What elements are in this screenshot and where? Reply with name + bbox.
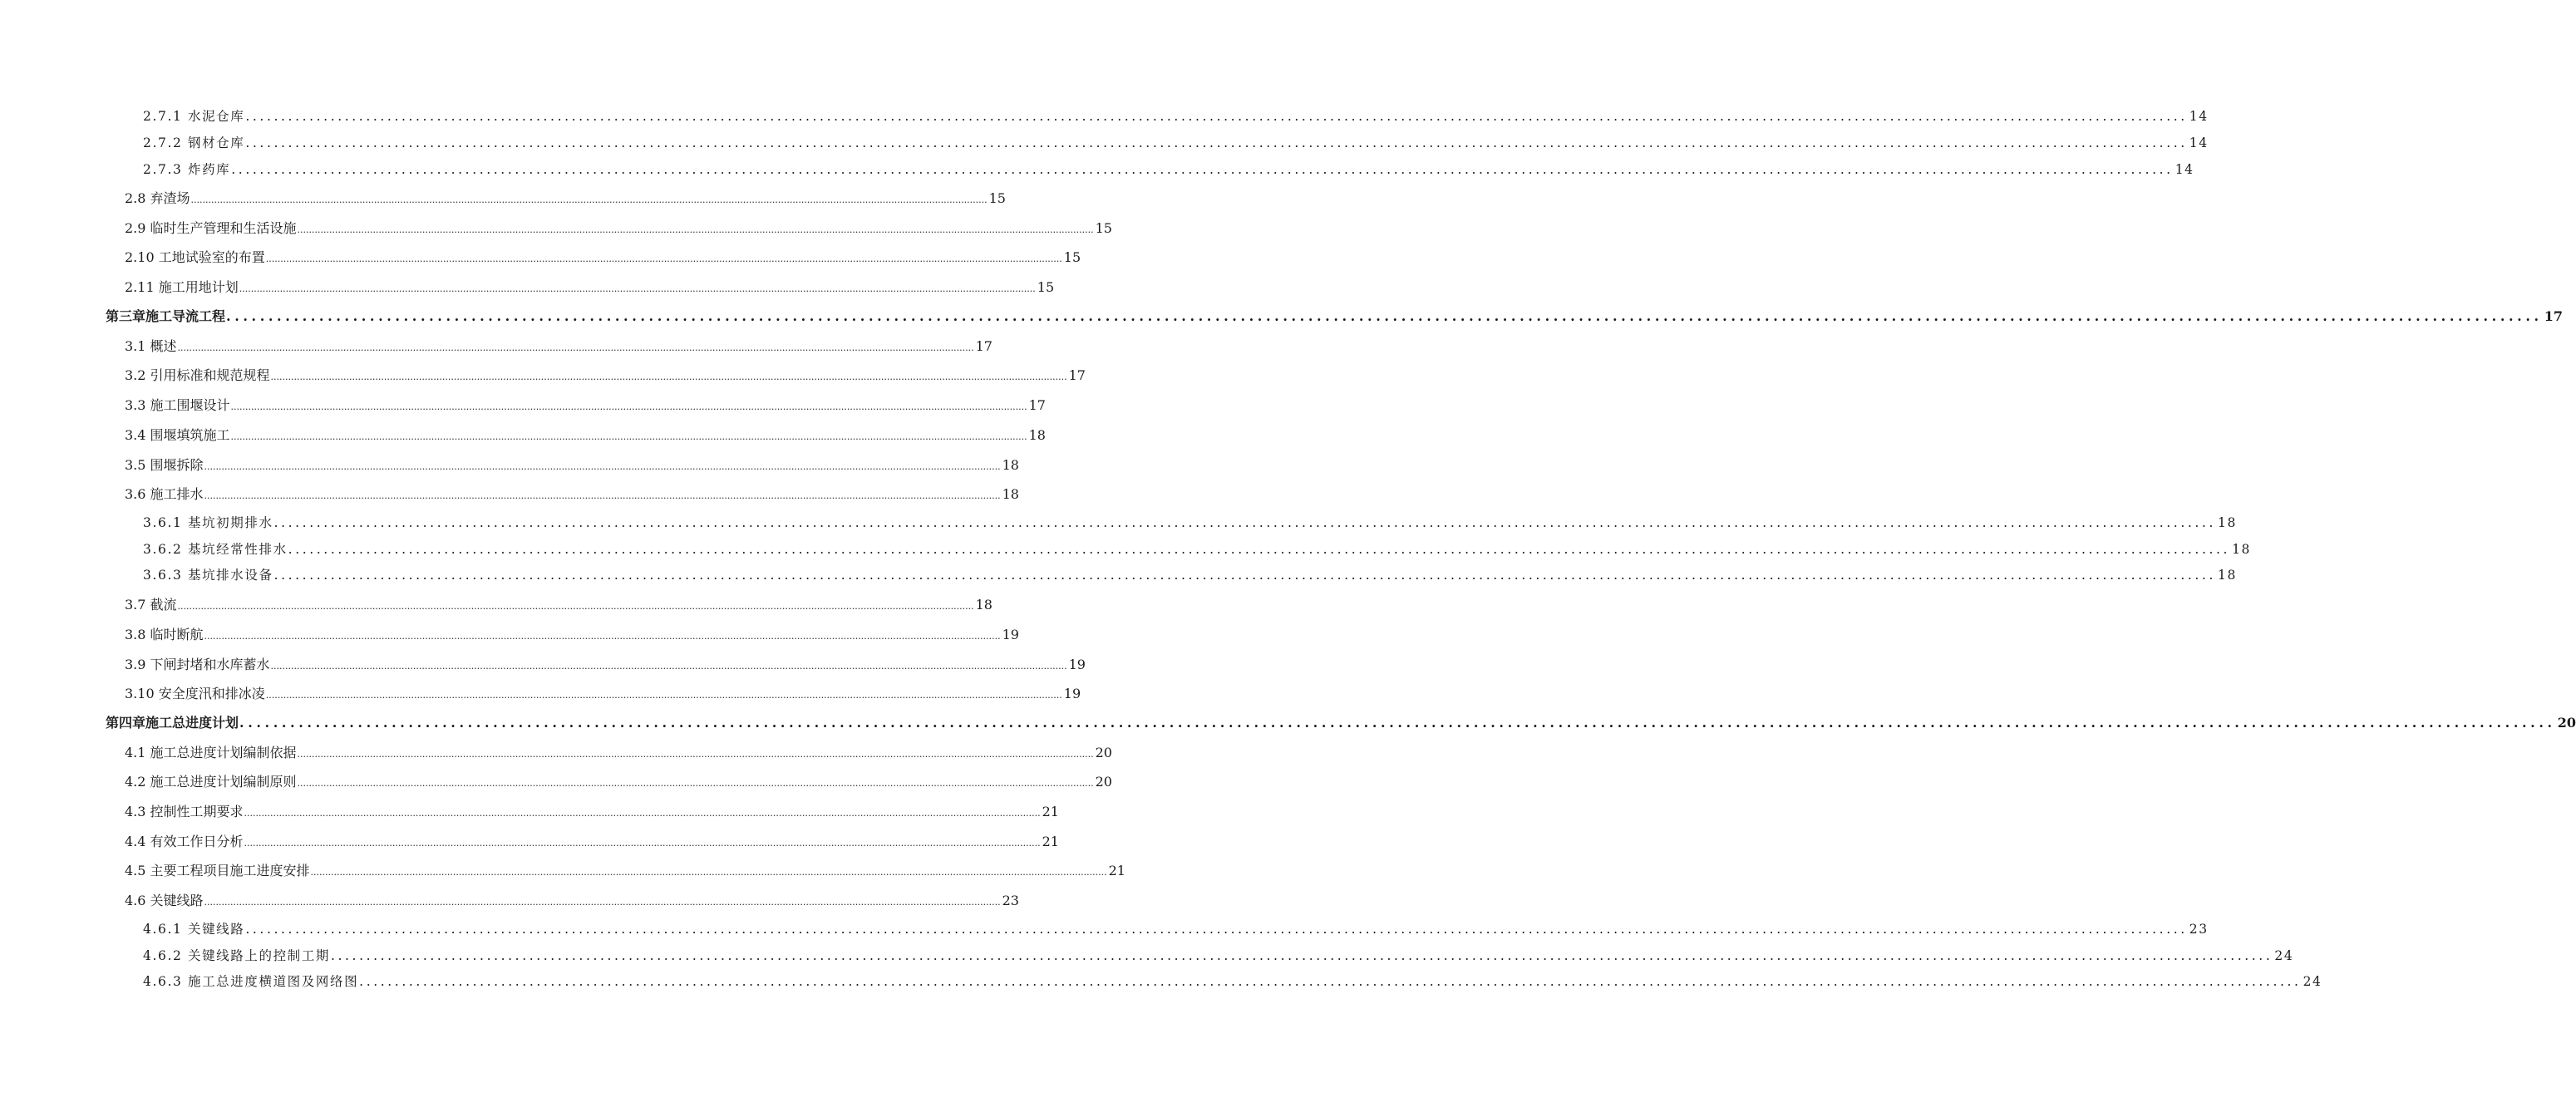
toc-leader: .................................................................................................................................................................................................................................................................................. bbox=[245, 109, 2188, 124]
toc-entry[interactable] bbox=[125, 831, 1059, 850]
toc-chapter-title: 施工导流工程 bbox=[145, 308, 226, 324]
toc-leader: .................................................................................................................................................................................................................................................................................. bbox=[270, 661, 1067, 672]
toc-page-number: 19 bbox=[1002, 627, 1019, 642]
toc-page-number: 21 bbox=[1108, 863, 1125, 878]
toc-entry-title: 3.2 引用标准和规范规程 bbox=[125, 367, 270, 383]
toc-entry[interactable] bbox=[125, 683, 1081, 702]
toc-entry-title: 2.7.1 水泥仓库 bbox=[143, 109, 245, 124]
toc-leader: .................................................................................................................................................................................................................................................................................. bbox=[244, 838, 1041, 849]
toc-entry-title: 3.6.2 基坑经常性排水 bbox=[143, 542, 288, 557]
toc-entry-title: 4.1 施工总进度计划编制依据 bbox=[125, 745, 297, 760]
toc-entry-title: 4.3 控制性工期要求 bbox=[125, 804, 244, 819]
toc-chapter-label: 第三章 bbox=[106, 308, 146, 324]
toc-entry[interactable] bbox=[143, 946, 2294, 964]
toc-entry[interactable] bbox=[143, 919, 2209, 937]
toc-leader: .................................................................................................................................................................................................................................................................................. bbox=[204, 461, 1001, 472]
toc-chapter-entry[interactable] bbox=[106, 712, 2576, 731]
toc-leader: .................................................................................................................................................................................................................................................................................. bbox=[310, 867, 1107, 878]
toc-chapter-entry[interactable] bbox=[106, 306, 2563, 325]
toc-page-number: 18 bbox=[1002, 457, 1019, 473]
toc-page-number: 17 bbox=[1068, 367, 1086, 383]
toc-page-number: 15 bbox=[988, 190, 1006, 206]
toc-page-number: 18 bbox=[1002, 486, 1019, 502]
toc-leader: .................................................................................................................................................................................................................................................................................. bbox=[204, 897, 1001, 908]
toc-entry[interactable] bbox=[143, 539, 2252, 558]
toc-page-number: 15 bbox=[1037, 279, 1055, 295]
toc-entry[interactable] bbox=[125, 365, 1086, 384]
toc-entry[interactable] bbox=[125, 742, 1112, 761]
toc-entry[interactable] bbox=[125, 395, 1046, 414]
toc-leader: .................................................................................................................................................................................................................................................................................. bbox=[330, 948, 2273, 963]
toc-page-number: 14 bbox=[2189, 135, 2209, 150]
toc-entry-title: 4.4 有效工作日分析 bbox=[125, 834, 244, 849]
toc-leader: .................................................................................................................................................................................................................................................................................. bbox=[230, 431, 1027, 442]
toc-page-number: 21 bbox=[1042, 804, 1059, 819]
toc-page-number: 19 bbox=[1068, 657, 1086, 672]
toc-leader: .................................................................................................................................................................................................................................................................................. bbox=[239, 715, 2556, 731]
toc-entry[interactable] bbox=[125, 277, 1055, 296]
toc-entry[interactable] bbox=[125, 188, 1006, 207]
toc-page-number: 23 bbox=[1002, 893, 1019, 908]
toc-leader: .................................................................................................................................................................................................................................................................................. bbox=[239, 283, 1036, 294]
toc-entry[interactable] bbox=[143, 106, 2209, 125]
toc-entry-title: 3.8 临时断航 bbox=[125, 627, 204, 642]
toc-leader: .................................................................................................................................................................................................................................................................................. bbox=[265, 253, 1062, 264]
toc-entry[interactable] bbox=[125, 654, 1086, 673]
toc-page-number: 19 bbox=[1063, 686, 1081, 701]
toc-entry[interactable] bbox=[125, 890, 1019, 909]
toc-entry-title: 4.5 主要工程项目施工进度安排 bbox=[125, 863, 310, 878]
toc-entry[interactable] bbox=[143, 160, 2194, 178]
toc-leader: .................................................................................................................................................................................................................................................................................. bbox=[231, 162, 2174, 177]
toc-entry[interactable] bbox=[125, 247, 1081, 266]
toc-page-number: 18 bbox=[975, 597, 992, 613]
toc-entry[interactable] bbox=[143, 513, 2237, 531]
toc-leader: .................................................................................................................................................................................................................................................................................. bbox=[273, 515, 2216, 530]
toc-page-number: 18 bbox=[1028, 427, 1046, 443]
toc-entry[interactable] bbox=[125, 336, 992, 355]
toc-leader: .................................................................................................................................................................................................................................................................................. bbox=[270, 372, 1067, 382]
toc-page-number: 18 bbox=[2232, 542, 2252, 557]
toc-entry-title: 3.5 围堰拆除 bbox=[125, 457, 204, 473]
toc-page-number: 20 bbox=[1095, 745, 1112, 760]
toc-page-number: 17 bbox=[975, 338, 992, 354]
toc-entry-title: 3.4 围堰填筑施工 bbox=[125, 427, 230, 443]
toc-leader: .................................................................................................................................................................................................................................................................................. bbox=[265, 690, 1062, 701]
toc-page-number: 14 bbox=[2189, 109, 2209, 124]
toc-chapter-label: 第四章 bbox=[106, 715, 146, 731]
toc-leader: .................................................................................................................................................................................................................................................................................. bbox=[226, 308, 2543, 324]
toc-page-number: 17 bbox=[1028, 397, 1046, 413]
toc-leader: .................................................................................................................................................................................................................................................................................. bbox=[177, 342, 974, 353]
toc-leader: .................................................................................................................................................................................................................................................................................. bbox=[297, 778, 1094, 789]
toc-page-number: 20 bbox=[2557, 715, 2576, 731]
toc-entry-title: 3.7 截流 bbox=[125, 597, 177, 613]
toc-entry-title: 4.6.1 关键线路 bbox=[143, 922, 245, 937]
toc-page-number: 21 bbox=[1042, 834, 1059, 849]
toc-entry[interactable] bbox=[125, 218, 1112, 237]
toc-leader: .................................................................................................................................................................................................................................................................................. bbox=[204, 631, 1001, 642]
toc-leader: .................................................................................................................................................................................................................................................................................. bbox=[297, 224, 1094, 235]
toc-entry-title: 3.6.1 基坑初期排水 bbox=[143, 515, 273, 530]
toc-leader: .................................................................................................................................................................................................................................................................................. bbox=[273, 568, 2216, 583]
toc-entry-title: 3.10 安全度汛和排冰凌 bbox=[125, 686, 265, 701]
toc-page-number: 23 bbox=[2189, 922, 2209, 937]
toc-entry[interactable] bbox=[125, 624, 1019, 643]
toc-chapter-title: 施工总进度计划 bbox=[145, 715, 239, 731]
toc-leader: .................................................................................................................................................................................................................................................................................. bbox=[297, 749, 1094, 760]
toc-leader: .................................................................................................................................................................................................................................................................................. bbox=[245, 922, 2188, 937]
toc-page-number: 24 bbox=[2274, 948, 2294, 963]
toc-entry[interactable] bbox=[143, 972, 2322, 990]
toc-leader: .................................................................................................................................................................................................................................................................................. bbox=[190, 194, 988, 205]
toc-page-number: 24 bbox=[2303, 974, 2322, 989]
toc-page-number: 15 bbox=[1095, 220, 1112, 236]
toc-page-number: 20 bbox=[1095, 774, 1112, 790]
toc-entry[interactable] bbox=[143, 133, 2209, 151]
toc-entry[interactable] bbox=[125, 455, 1019, 474]
toc-entry-title: 4.6.2 关键线路上的控制工期 bbox=[143, 948, 330, 963]
toc-leader: .................................................................................................................................................................................................................................................................................. bbox=[288, 542, 2231, 557]
toc-entry[interactable] bbox=[125, 801, 1059, 820]
toc-page-number: 15 bbox=[1063, 249, 1081, 265]
toc-entry-title: 3.9 下闸封堵和水库蓄水 bbox=[125, 657, 270, 672]
toc-leader: .................................................................................................................................................................................................................................................................................. bbox=[359, 974, 2302, 989]
toc-entry-title: 3.1 概述 bbox=[125, 338, 177, 354]
toc-entry[interactable] bbox=[125, 594, 992, 613]
toc-entry[interactable] bbox=[125, 860, 1125, 879]
toc-entry-title: 4.2 施工总进度计划编制原则 bbox=[125, 774, 297, 790]
toc-page-number: 17 bbox=[2544, 308, 2563, 324]
toc-page-number: 18 bbox=[2217, 568, 2237, 583]
toc-leader: .................................................................................................................................................................................................................................................................................. bbox=[204, 490, 1001, 501]
toc-entry-title: 4.6.3 施工总进度横道图及网络图 bbox=[143, 974, 359, 989]
toc-page-number: 14 bbox=[2175, 162, 2194, 177]
toc-entry-title: 2.11 施工用地计划 bbox=[125, 279, 239, 295]
toc-entry-title: 2.7.2 钢材仓库 bbox=[143, 135, 245, 150]
toc-page-number: 18 bbox=[2217, 515, 2237, 530]
toc-entry-title: 2.9 临时生产管理和生活设施 bbox=[125, 220, 297, 236]
toc-entry-title: 3.3 施工围堰设计 bbox=[125, 397, 230, 413]
toc-entry-title: 2.8 弃渣场 bbox=[125, 190, 190, 206]
toc-leader: .................................................................................................................................................................................................................................................................................. bbox=[177, 601, 974, 612]
toc-entry[interactable] bbox=[125, 771, 1112, 790]
toc-leader: .................................................................................................................................................................................................................................................................................. bbox=[245, 135, 2188, 150]
toc-leader: .................................................................................................................................................................................................................................................................................. bbox=[244, 808, 1041, 819]
toc-entry[interactable] bbox=[125, 425, 1046, 444]
toc-entry[interactable] bbox=[143, 565, 2237, 583]
toc-entry-title: 2.7.3 炸药库 bbox=[143, 162, 231, 177]
toc-entry-title: 4.6 关键线路 bbox=[125, 893, 204, 908]
toc-entry-title: 2.10 工地试验室的布置 bbox=[125, 249, 265, 265]
toc-leader: .................................................................................................................................................................................................................................................................................. bbox=[230, 401, 1027, 412]
toc-entry-title: 3.6 施工排水 bbox=[125, 486, 204, 502]
toc-entry[interactable] bbox=[125, 484, 1019, 503]
toc-entry-title: 3.6.3 基坑排水设备 bbox=[143, 568, 273, 583]
